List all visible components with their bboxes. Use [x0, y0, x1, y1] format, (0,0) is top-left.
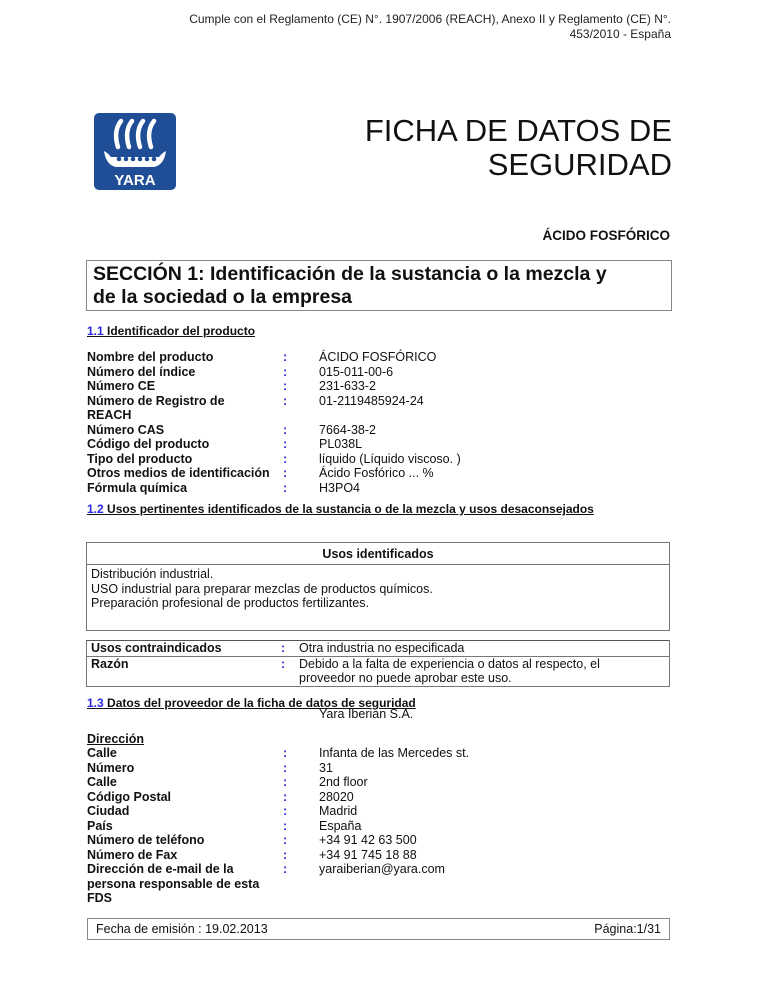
viking-ship-icon	[94, 113, 176, 190]
product-identifier-list	[87, 350, 679, 495]
identified-use-item: Preparación profesional de productos fertilizantes.	[91, 596, 369, 610]
field-colon: :	[283, 775, 288, 789]
regulation-line-2: 453/2010 - España	[569, 27, 671, 41]
issue-date: Fecha de emisión : 19.02.2013	[96, 922, 268, 936]
field-label: Nombre del producto	[87, 350, 214, 364]
field-row	[87, 833, 679, 848]
field-value: H3PO4	[319, 480, 360, 495]
field-label: Ciudad	[87, 804, 130, 818]
identified-uses-cell	[87, 565, 670, 631]
field-colon: :	[283, 818, 288, 833]
field-value: Madrid	[319, 804, 358, 818]
subsection-1-1-title: Identificador del producto	[103, 324, 256, 338]
subsection-1-2-title: Usos pertinentes identificados de la sustancia o de la mezcla y usos desaconsejados	[103, 502, 594, 516]
field-colon: :	[283, 422, 288, 437]
field-value: España	[319, 818, 362, 833]
field-colon: :	[283, 437, 288, 451]
field-row	[87, 437, 679, 452]
field-label: Número de Fax	[87, 847, 178, 862]
field-label-line: Número de Registro de	[87, 393, 225, 408]
field-colon: :	[283, 789, 288, 804]
field-label-line: Dirección de e-mail de la	[87, 862, 234, 876]
identified-use-item: USO industrial para preparar mezclas de productos químicos.	[91, 581, 433, 596]
field-colon: :	[283, 804, 288, 818]
field-label	[87, 394, 283, 423]
subsection-1-1-heading	[87, 324, 255, 338]
regulation-line-1: Cumple con el Reglamento (CE) N°. 1907/2006 (REACH), Anexo II y Reglamento (CE) N°.	[189, 12, 671, 26]
subsection-1-2-heading	[87, 502, 594, 516]
subsection-1-1-link[interactable]: 1.1	[87, 324, 104, 338]
field-label: Calle	[87, 746, 117, 760]
field-value: +34 91 42 63 500	[319, 833, 417, 847]
title-line-1: FICHA DE DATOS DE	[364, 113, 672, 148]
field-row	[87, 350, 679, 365]
field-label: País	[87, 818, 113, 833]
regulation-header	[111, 12, 671, 42]
svg-text:YARA: YARA	[114, 172, 156, 189]
field-row	[87, 452, 679, 467]
field-value: Infanta de las Mercedes st.	[319, 746, 470, 760]
field-label: Otros medios de identificación	[87, 466, 270, 480]
field-row	[87, 848, 679, 863]
identified-uses-table	[86, 542, 670, 631]
contra-label: Usos contraindicados	[87, 641, 282, 657]
field-label: Número	[87, 760, 135, 775]
field-row	[87, 365, 679, 380]
address-label: Dirección	[87, 732, 144, 746]
field-label: Fórmula química	[87, 480, 188, 495]
table-row	[87, 641, 670, 657]
field-colon: :	[283, 364, 288, 379]
field-value: 015-011-00-6	[319, 364, 394, 379]
section-title-line-1: SECCIÓN 1: Identificación de la sustancia o la mezcla y	[93, 263, 607, 285]
section-title-line-2: de la sociedad o la empresa	[93, 286, 353, 308]
field-label: Número de teléfono	[87, 833, 205, 847]
contra-value-line: proveedor no puede aprobar este uso.	[299, 671, 512, 685]
field-value: Ácido Fosfórico ... %	[319, 466, 434, 480]
field-value: ÁCIDO FOSFÓRICO	[319, 350, 437, 364]
page-footer	[87, 918, 670, 940]
field-row	[87, 790, 679, 805]
section-1-title	[93, 263, 665, 309]
field-label	[87, 862, 283, 906]
field-row	[87, 804, 679, 819]
field-label-line: REACH	[87, 408, 132, 422]
field-colon: :	[283, 480, 288, 495]
field-row	[87, 466, 679, 481]
field-label: Tipo del producto	[87, 451, 193, 466]
subsection-1-2-link[interactable]: 1.2	[87, 502, 104, 516]
field-row	[87, 379, 679, 394]
field-label: Código del producto	[87, 437, 210, 451]
field-label: Número del índice	[87, 364, 196, 379]
title-line-2: SEGURIDAD	[487, 147, 672, 182]
identified-uses-header: Usos identificados	[87, 543, 670, 565]
document-title	[365, 114, 672, 182]
field-colon: :	[283, 393, 288, 408]
field-value: 231-633-2	[319, 379, 376, 393]
subsection-1-3-link[interactable]: 1.3	[87, 696, 104, 710]
field-value: 7664-38-2	[319, 422, 376, 437]
field-colon: :	[283, 760, 288, 775]
field-row	[87, 761, 679, 776]
page-number: Página:1/31	[594, 922, 661, 936]
table-row	[87, 656, 670, 686]
field-colon: :	[283, 379, 288, 393]
field-value: 31	[319, 760, 333, 775]
field-colon: :	[283, 466, 288, 480]
field-row	[87, 775, 679, 790]
contra-value: Otra industria no especificada	[295, 641, 670, 657]
field-colon: :	[283, 451, 288, 466]
field-colon: :	[281, 641, 295, 657]
field-colon: :	[283, 862, 288, 876]
field-value: líquido (Líquido viscoso. )	[319, 451, 461, 466]
field-value: 01-2119485924-24	[319, 393, 424, 408]
field-colon: :	[281, 656, 295, 686]
yara-logo	[94, 113, 176, 190]
field-row	[87, 746, 679, 761]
field-colon: :	[283, 746, 288, 760]
contraindicated-uses-table	[86, 640, 670, 687]
field-colon: :	[283, 833, 288, 847]
field-label: Número CAS	[87, 422, 165, 437]
supplier-details-list	[87, 746, 679, 906]
contra-value-line: Debido a la falta de experiencia o datos al respecto, el	[299, 656, 600, 671]
field-value: 2nd floor	[319, 775, 368, 789]
product-name: ÁCIDO FOSFÓRICO	[542, 228, 670, 243]
section-1-header	[86, 260, 672, 311]
contra-value	[295, 656, 670, 686]
identified-use-item: Distribución industrial.	[91, 567, 214, 581]
field-label: Número CE	[87, 379, 156, 393]
field-row	[87, 394, 679, 423]
field-colon: :	[283, 847, 288, 862]
field-value: 28020	[319, 789, 354, 804]
supplier-name: Yara Iberian S.A.	[319, 707, 414, 721]
field-label-line: FDS	[87, 891, 112, 905]
field-value: +34 91 745 18 88	[319, 847, 417, 862]
field-row	[87, 819, 679, 834]
field-colon: :	[283, 350, 288, 364]
email-link[interactable]: yaraiberian@yara.com	[319, 862, 445, 876]
field-row	[87, 481, 679, 496]
field-label: Código Postal	[87, 789, 172, 804]
contra-label: Razón	[87, 656, 282, 686]
field-row	[87, 862, 679, 906]
field-row	[87, 423, 679, 438]
field-value: PL038L	[319, 437, 363, 451]
field-label: Calle	[87, 775, 117, 789]
subsection-1-3-title: Datos del proveedor de la ficha de datos de seguridad	[103, 696, 416, 710]
field-label-line: persona responsable de esta	[87, 876, 260, 891]
